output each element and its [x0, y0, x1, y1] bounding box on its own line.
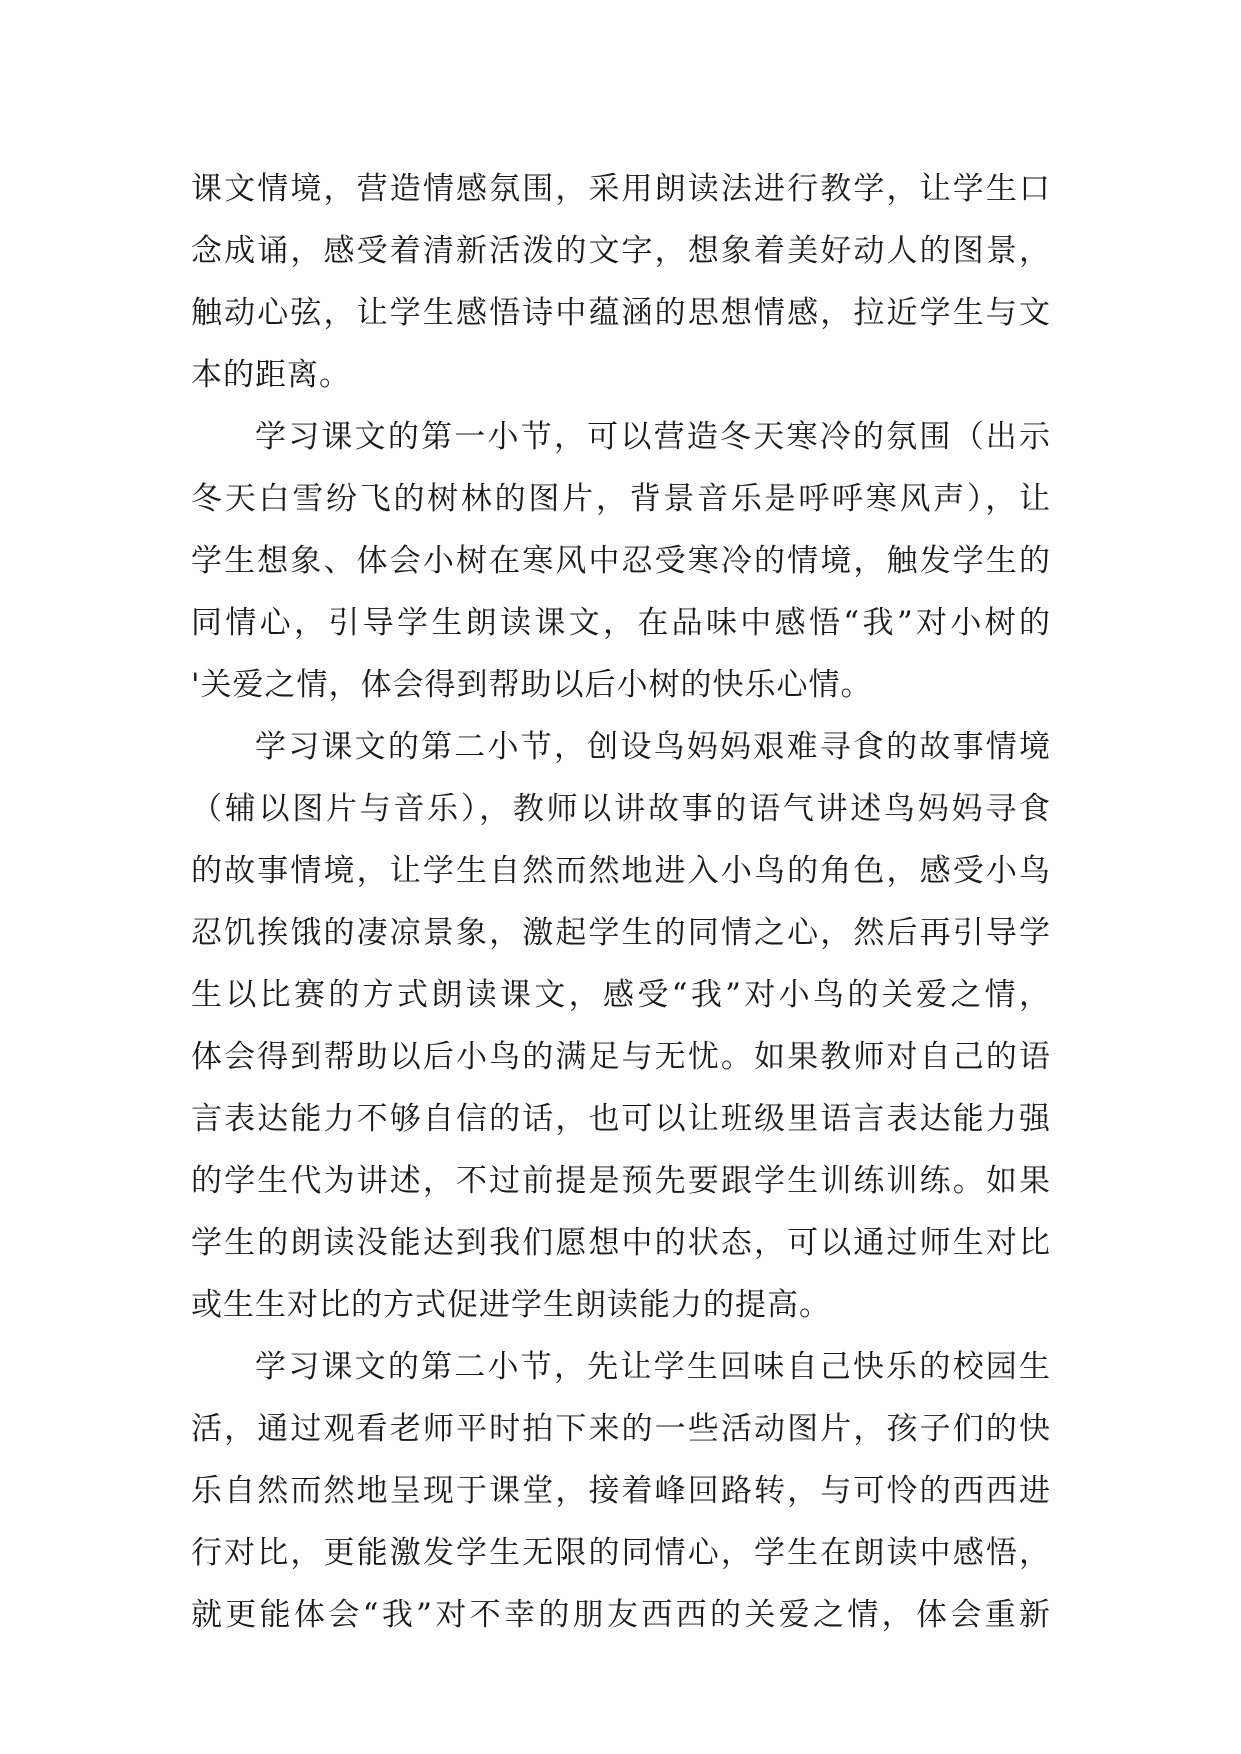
text-line: 学习课文的第二小节，先让学生回味自己快乐的校园生	[255, 1349, 1051, 1385]
text-line: 冬天白雪纷飞的树林的图片，背景音乐是呼呼寒风声），让	[191, 481, 1051, 517]
text-line: 的故事情境，让学生自然而然地进入小鸟的角色，感受小鸟	[191, 853, 1051, 889]
text-line: '关爱之情，体会得到帮助以后小树的快乐心情。	[191, 667, 873, 703]
text-line: 忍饥挨饿的凄凉景象，激起学生的同情之心，然后再引导学	[191, 915, 1051, 951]
text-line: 生以比赛的方式朗读课文，感受“我”对小鸟的关爱之情，	[191, 977, 1051, 1013]
text-line: （辅以图片与音乐），教师以讲故事的语气讲述鸟妈妈寻食	[191, 791, 1051, 827]
text-line: 触动心弦，让学生感悟诗中蕴涵的思想情感，拉近学生与文	[191, 295, 1051, 331]
text-line: 活，通过观看老师平时拍下来的一些活动图片，孩子们的快	[191, 1411, 1051, 1447]
text-line: 就更能体会“我”对不幸的朋友西西的关爱之情，体会重新	[191, 1597, 1051, 1633]
text-line: 学习课文的第一小节，可以营造冬天寒冷的氛围（出示	[255, 419, 1051, 455]
text-line: 本的距离。	[191, 357, 351, 393]
body-text	[191, 158, 1051, 1646]
text-line: 言表达能力不够自信的话，也可以让班级里语言表达能力强	[191, 1101, 1051, 1137]
text-line: 课文情境，营造情感氛围，采用朗读法进行教学，让学生口	[191, 171, 1051, 207]
text-line: 学生的朗读没能达到我们愿想中的状态，可以通过师生对比	[191, 1225, 1051, 1261]
text-line: 的学生代为讲述，不过前提是预先要跟学生训练训练。如果	[191, 1163, 1051, 1199]
text-line: 行对比，更能激发学生无限的同情心，学生在朗读中感悟，	[191, 1535, 1051, 1571]
text-line: 学生想象、体会小树在寒风中忍受寒冷的情境，触发学生的	[191, 543, 1051, 579]
text-line: 学习课文的第二小节，创设鸟妈妈艰难寻食的故事情境	[255, 729, 1051, 765]
text-line: 同情心，引导学生朗读课文，在品味中感悟“我”对小树的	[191, 605, 1051, 641]
text-line: 念成诵，感受着清新活泼的文字，想象着美好动人的图景，	[191, 233, 1051, 269]
text-line: 体会得到帮助以后小鸟的满足与无忧。如果教师对自己的语	[191, 1039, 1051, 1075]
text-line: 或生生对比的方式促进学生朗读能力的提高。	[191, 1287, 831, 1323]
text-line: 乐自然而然地呈现于课堂，接着峰回路转，与可怜的西西进	[191, 1473, 1051, 1509]
